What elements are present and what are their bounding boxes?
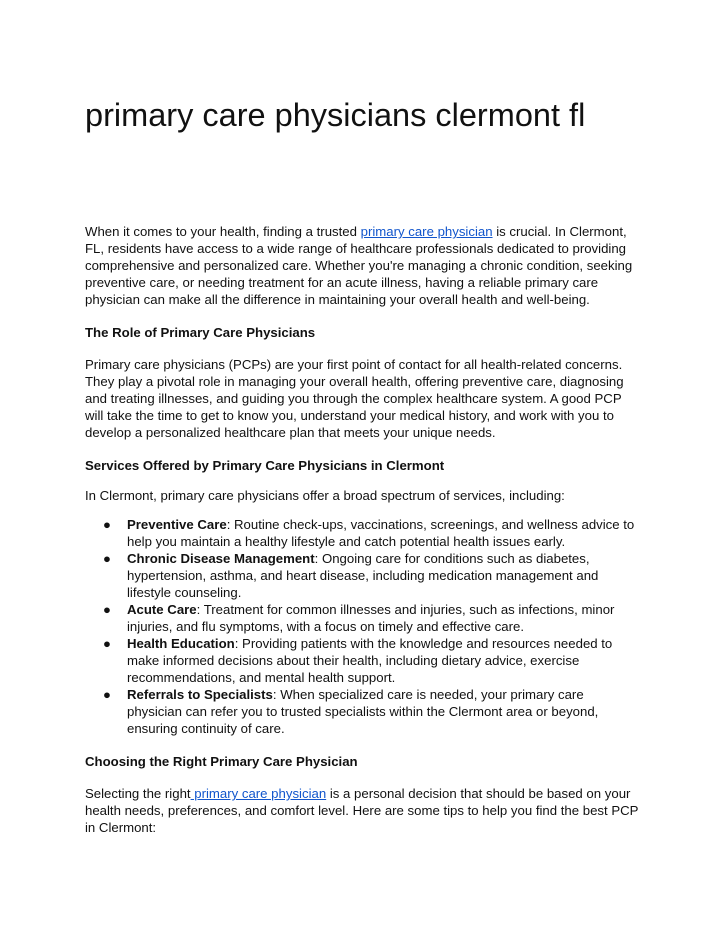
choosing-text-end: is a personal decision that should be based on your health needs, preferences, and comfort level. Here are some tips to help you find the best PCP in Clermont: bbox=[85, 786, 639, 835]
intro-text-end: is crucial. In Clermont, FL, residents have access to a wide range of healthcare professionals dedicated to providing comprehensive and personalized care. Whether you're managing a chronic condition, seeking preventive care, or needing treatment for an acute illness, having a reliable primary care physician can make all the difference in maintaining your overall health and well-being. bbox=[85, 224, 633, 307]
heading-role: The Role of Primary Care Physicians bbox=[85, 325, 316, 340]
intro-text-start: When it comes to your health, finding a trusted bbox=[85, 224, 361, 239]
role-paragraph: Primary care physicians (PCPs) are your first point of contact for all health-related concerns. They play a pivotal role in managing your overall health, offering preventive care, diagnosing and treating illnesses, and guiding you through the complex healthcare system. A good PCP will take the time to get to know you, understand your medical history, and work with you to develop a personalized healthcare plan that meets your unique needs. bbox=[85, 357, 624, 440]
bullet-icon: ● bbox=[103, 687, 111, 702]
service-label: Acute Care bbox=[127, 602, 197, 617]
bullet-icon: ● bbox=[103, 636, 111, 651]
heading-choosing: Choosing the Right Primary Care Physician bbox=[85, 754, 358, 769]
services-list bbox=[85, 516, 641, 737]
service-label: Referrals to Specialists bbox=[127, 687, 273, 702]
choosing-paragraph bbox=[85, 785, 641, 836]
bullet-icon: ● bbox=[103, 517, 111, 532]
primary-care-physician-link-2[interactable]: primary care physician bbox=[190, 786, 327, 801]
service-text: : Ongoing care for conditions such as diabetes, hypertension, asthma, and heart disease, including medication management and lifestyle counseling. bbox=[127, 551, 599, 600]
service-text: : When specialized care is needed, your primary care physician can refer you to trusted specialists within the Clermont area or beyond, ensuring continuity of care. bbox=[127, 687, 599, 736]
choosing-text-start: Selecting the right bbox=[85, 786, 191, 801]
intro-paragraph bbox=[85, 223, 641, 308]
list-item bbox=[85, 686, 641, 737]
heading-services: Services Offered by Primary Care Physicians in Clermont bbox=[85, 458, 445, 473]
service-label: Preventive Care bbox=[127, 517, 227, 532]
service-text: : Routine check-ups, vaccinations, screenings, and wellness advice to help you maintain a healthy lifestyle and catch potential health issues early. bbox=[127, 517, 635, 549]
list-item bbox=[85, 516, 641, 550]
document-title: primary care physicians clermont fl bbox=[85, 97, 586, 133]
bullet-icon: ● bbox=[103, 602, 111, 617]
service-label: Health Education bbox=[127, 636, 235, 651]
service-label: Chronic Disease Management bbox=[127, 551, 315, 566]
services-intro: In Clermont, primary care physicians offer a broad spectrum of services, including: bbox=[85, 488, 565, 503]
list-item bbox=[85, 550, 641, 601]
service-text: : Providing patients with the knowledge and resources needed to make informed decisions about their health, including dietary advice, exercise recommendations, and mental health support. bbox=[127, 636, 613, 685]
service-text: : Treatment for common illnesses and injuries, such as infections, minor injuries, and flu symptoms, with a focus on timely and effective care. bbox=[127, 602, 615, 634]
bullet-icon: ● bbox=[103, 551, 111, 566]
primary-care-physician-link[interactable]: primary care physician bbox=[360, 224, 493, 239]
list-item bbox=[85, 635, 641, 686]
list-item bbox=[85, 601, 641, 635]
